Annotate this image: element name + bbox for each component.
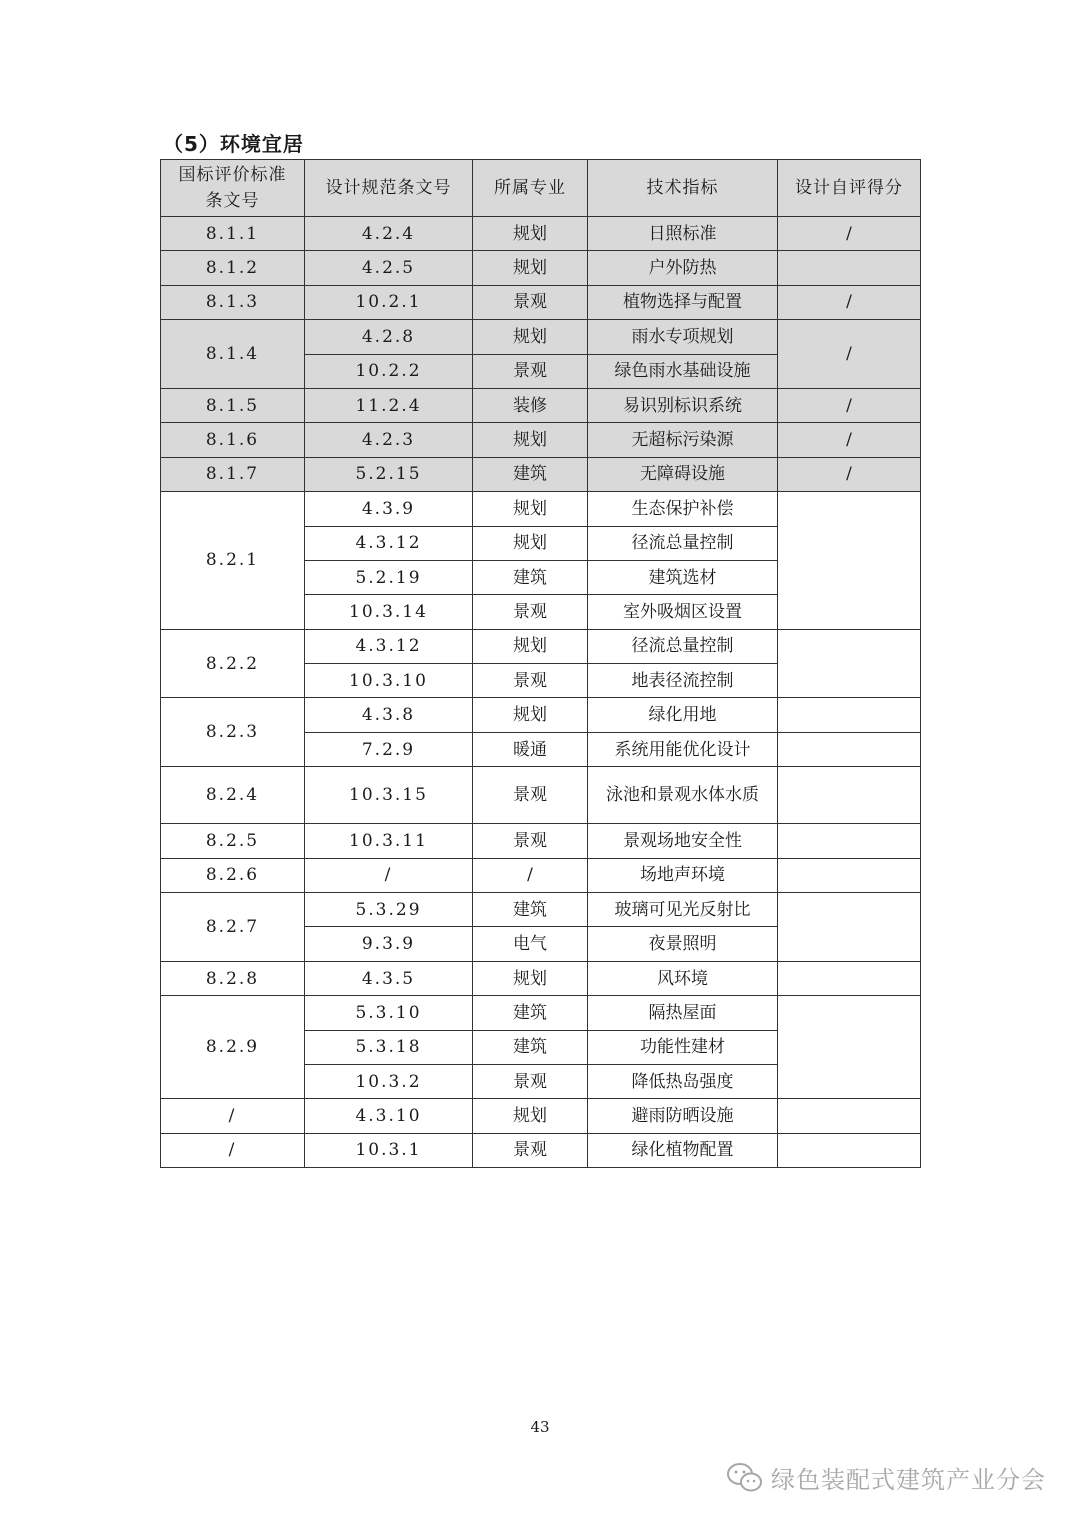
indicator-cell: 玻璃可见光反射比 bbox=[588, 893, 778, 927]
discipline-cell: 规划 bbox=[473, 320, 588, 354]
table-row bbox=[161, 492, 921, 526]
table-row bbox=[161, 217, 921, 251]
score-cell bbox=[778, 1133, 921, 1167]
discipline-cell: 规划 bbox=[473, 217, 588, 251]
header-design-clause: 设计规范条文号 bbox=[305, 160, 473, 217]
table-row bbox=[161, 251, 921, 285]
evaluation-table bbox=[160, 159, 921, 1168]
score-cell: / bbox=[778, 388, 921, 422]
table-row bbox=[161, 698, 921, 732]
indicator-cell: 隔热屋面 bbox=[588, 996, 778, 1030]
indicator-cell: 无障碍设施 bbox=[588, 457, 778, 491]
discipline-cell: 电气 bbox=[473, 927, 588, 961]
indicator-cell: 易识别标识系统 bbox=[588, 388, 778, 422]
standard-clause-cell: / bbox=[161, 1133, 305, 1167]
discipline-cell: 景观 bbox=[473, 595, 588, 629]
discipline-cell: 暖通 bbox=[473, 732, 588, 766]
indicator-cell: 日照标准 bbox=[588, 217, 778, 251]
discipline-cell: / bbox=[473, 858, 588, 892]
standard-clause-cell: 8.2.9 bbox=[161, 996, 305, 1099]
standard-clause-cell: 8.1.4 bbox=[161, 320, 305, 389]
standard-clause-cell: 8.1.2 bbox=[161, 251, 305, 285]
indicator-cell: 户外防热 bbox=[588, 251, 778, 285]
design-clause-cell: 10.2.2 bbox=[305, 354, 473, 388]
design-clause-cell: 10.3.14 bbox=[305, 595, 473, 629]
design-clause-cell: 9.3.9 bbox=[305, 927, 473, 961]
indicator-cell: 降低热岛强度 bbox=[588, 1064, 778, 1098]
standard-clause-cell: 8.1.5 bbox=[161, 388, 305, 422]
discipline-cell: 景观 bbox=[473, 285, 588, 319]
design-clause-cell: 4.3.9 bbox=[305, 492, 473, 526]
indicator-cell: 生态保护补偿 bbox=[588, 492, 778, 526]
discipline-cell: 规划 bbox=[473, 698, 588, 732]
design-clause-cell: / bbox=[305, 858, 473, 892]
discipline-cell: 规划 bbox=[473, 1099, 588, 1133]
indicator-cell: 室外吸烟区设置 bbox=[588, 595, 778, 629]
discipline-cell: 规划 bbox=[473, 961, 588, 995]
design-clause-cell: 10.3.15 bbox=[305, 767, 473, 824]
discipline-cell: 装修 bbox=[473, 388, 588, 422]
discipline-cell: 规划 bbox=[473, 492, 588, 526]
standard-clause-cell: 8.2.1 bbox=[161, 492, 305, 630]
discipline-cell: 景观 bbox=[473, 664, 588, 698]
score-cell: / bbox=[778, 217, 921, 251]
standard-clause-cell: 8.1.6 bbox=[161, 423, 305, 457]
design-clause-cell: 4.2.3 bbox=[305, 423, 473, 457]
table-row bbox=[161, 320, 921, 354]
design-clause-cell: 7.2.9 bbox=[305, 732, 473, 766]
score-cell bbox=[778, 961, 921, 995]
design-clause-cell: 5.2.15 bbox=[305, 457, 473, 491]
discipline-cell: 景观 bbox=[473, 1133, 588, 1167]
wechat-icon bbox=[725, 1461, 765, 1495]
score-cell bbox=[778, 698, 921, 732]
design-clause-cell: 10.3.1 bbox=[305, 1133, 473, 1167]
discipline-cell: 建筑 bbox=[473, 457, 588, 491]
design-clause-cell: 5.3.18 bbox=[305, 1030, 473, 1064]
score-cell bbox=[778, 893, 921, 962]
standard-clause-cell: 8.1.3 bbox=[161, 285, 305, 319]
design-clause-cell: 4.3.5 bbox=[305, 961, 473, 995]
standard-clause-cell: 8.1.7 bbox=[161, 457, 305, 491]
table-row bbox=[161, 893, 921, 927]
design-clause-cell: 4.3.12 bbox=[305, 629, 473, 663]
design-clause-cell: 5.3.29 bbox=[305, 893, 473, 927]
indicator-cell: 径流总量控制 bbox=[588, 526, 778, 560]
indicator-cell: 景观场地安全性 bbox=[588, 824, 778, 858]
standard-clause-cell: / bbox=[161, 1099, 305, 1133]
discipline-cell: 建筑 bbox=[473, 1030, 588, 1064]
watermark bbox=[725, 1460, 1046, 1495]
header-indicator: 技术指标 bbox=[588, 160, 778, 217]
discipline-cell: 景观 bbox=[473, 767, 588, 824]
discipline-cell: 规划 bbox=[473, 423, 588, 457]
indicator-cell: 地表径流控制 bbox=[588, 664, 778, 698]
score-cell: / bbox=[778, 320, 921, 389]
indicator-cell: 无超标污染源 bbox=[588, 423, 778, 457]
table-row bbox=[161, 824, 921, 858]
standard-clause-cell: 8.2.2 bbox=[161, 629, 305, 698]
indicator-cell: 避雨防晒设施 bbox=[588, 1099, 778, 1133]
design-clause-cell: 10.2.1 bbox=[305, 285, 473, 319]
design-clause-cell: 5.2.19 bbox=[305, 560, 473, 594]
design-clause-cell: 4.3.8 bbox=[305, 698, 473, 732]
page-number: 43 bbox=[530, 1418, 550, 1436]
indicator-cell: 风环境 bbox=[588, 961, 778, 995]
discipline-cell: 景观 bbox=[473, 1064, 588, 1098]
standard-clause-cell: 8.2.4 bbox=[161, 767, 305, 824]
table-row bbox=[161, 767, 921, 824]
indicator-cell: 绿化用地 bbox=[588, 698, 778, 732]
table-row bbox=[161, 1099, 921, 1133]
design-clause-cell: 4.2.4 bbox=[305, 217, 473, 251]
table-row bbox=[161, 961, 921, 995]
standard-clause-cell: 8.2.6 bbox=[161, 858, 305, 892]
discipline-cell: 规划 bbox=[473, 629, 588, 663]
score-cell bbox=[778, 1099, 921, 1133]
design-clause-cell: 4.2.5 bbox=[305, 251, 473, 285]
score-cell bbox=[778, 824, 921, 858]
indicator-cell: 功能性建材 bbox=[588, 1030, 778, 1064]
standard-clause-cell: 8.2.5 bbox=[161, 824, 305, 858]
design-clause-cell: 10.3.2 bbox=[305, 1064, 473, 1098]
discipline-cell: 景观 bbox=[473, 824, 588, 858]
design-clause-cell: 4.3.10 bbox=[305, 1099, 473, 1133]
discipline-cell: 规划 bbox=[473, 251, 588, 285]
indicator-cell: 雨水专项规划 bbox=[588, 320, 778, 354]
standard-clause-cell: 8.2.3 bbox=[161, 698, 305, 767]
indicator-cell: 建筑选材 bbox=[588, 560, 778, 594]
table-row bbox=[161, 285, 921, 319]
discipline-cell: 建筑 bbox=[473, 996, 588, 1030]
standard-clause-cell: 8.1.1 bbox=[161, 217, 305, 251]
design-clause-cell: 10.3.11 bbox=[305, 824, 473, 858]
header-self-score: 设计自评得分 bbox=[778, 160, 921, 217]
design-clause-cell: 5.3.10 bbox=[305, 996, 473, 1030]
table-row bbox=[161, 1133, 921, 1167]
score-cell bbox=[778, 629, 921, 698]
indicator-cell: 植物选择与配置 bbox=[588, 285, 778, 319]
table-row bbox=[161, 858, 921, 892]
score-cell bbox=[778, 996, 921, 1099]
design-clause-cell: 4.2.8 bbox=[305, 320, 473, 354]
indicator-cell: 系统用能优化设计 bbox=[588, 732, 778, 766]
indicator-cell: 夜景照明 bbox=[588, 927, 778, 961]
discipline-cell: 规划 bbox=[473, 526, 588, 560]
indicator-cell: 泳池和景观水体水质 bbox=[588, 767, 778, 824]
discipline-cell: 建筑 bbox=[473, 560, 588, 594]
score-cell bbox=[778, 767, 921, 824]
indicator-cell: 绿化植物配置 bbox=[588, 1133, 778, 1167]
watermark-text: 绿色装配式建筑产业分会 bbox=[771, 1466, 1046, 1494]
table-row bbox=[161, 457, 921, 491]
standard-clause-cell: 8.2.8 bbox=[161, 961, 305, 995]
table-row bbox=[161, 388, 921, 422]
score-cell bbox=[778, 732, 921, 766]
discipline-cell: 建筑 bbox=[473, 893, 588, 927]
score-cell bbox=[778, 251, 921, 285]
score-cell: / bbox=[778, 457, 921, 491]
design-clause-cell: 4.3.12 bbox=[305, 526, 473, 560]
score-cell: / bbox=[778, 285, 921, 319]
header-standard-clause: 国标评价标准条文号 bbox=[161, 160, 305, 217]
score-cell bbox=[778, 858, 921, 892]
design-clause-cell: 10.3.10 bbox=[305, 664, 473, 698]
score-cell: / bbox=[778, 423, 921, 457]
indicator-cell: 径流总量控制 bbox=[588, 629, 778, 663]
section-title: （5）环境宜居 bbox=[163, 132, 304, 156]
table-row bbox=[161, 423, 921, 457]
indicator-cell: 绿色雨水基础设施 bbox=[588, 354, 778, 388]
design-clause-cell: 11.2.4 bbox=[305, 388, 473, 422]
discipline-cell: 景观 bbox=[473, 354, 588, 388]
standard-clause-cell: 8.2.7 bbox=[161, 893, 305, 962]
score-cell bbox=[778, 492, 921, 630]
header-discipline: 所属专业 bbox=[473, 160, 588, 217]
table-row bbox=[161, 629, 921, 663]
indicator-cell: 场地声环境 bbox=[588, 858, 778, 892]
table-row bbox=[161, 996, 921, 1030]
